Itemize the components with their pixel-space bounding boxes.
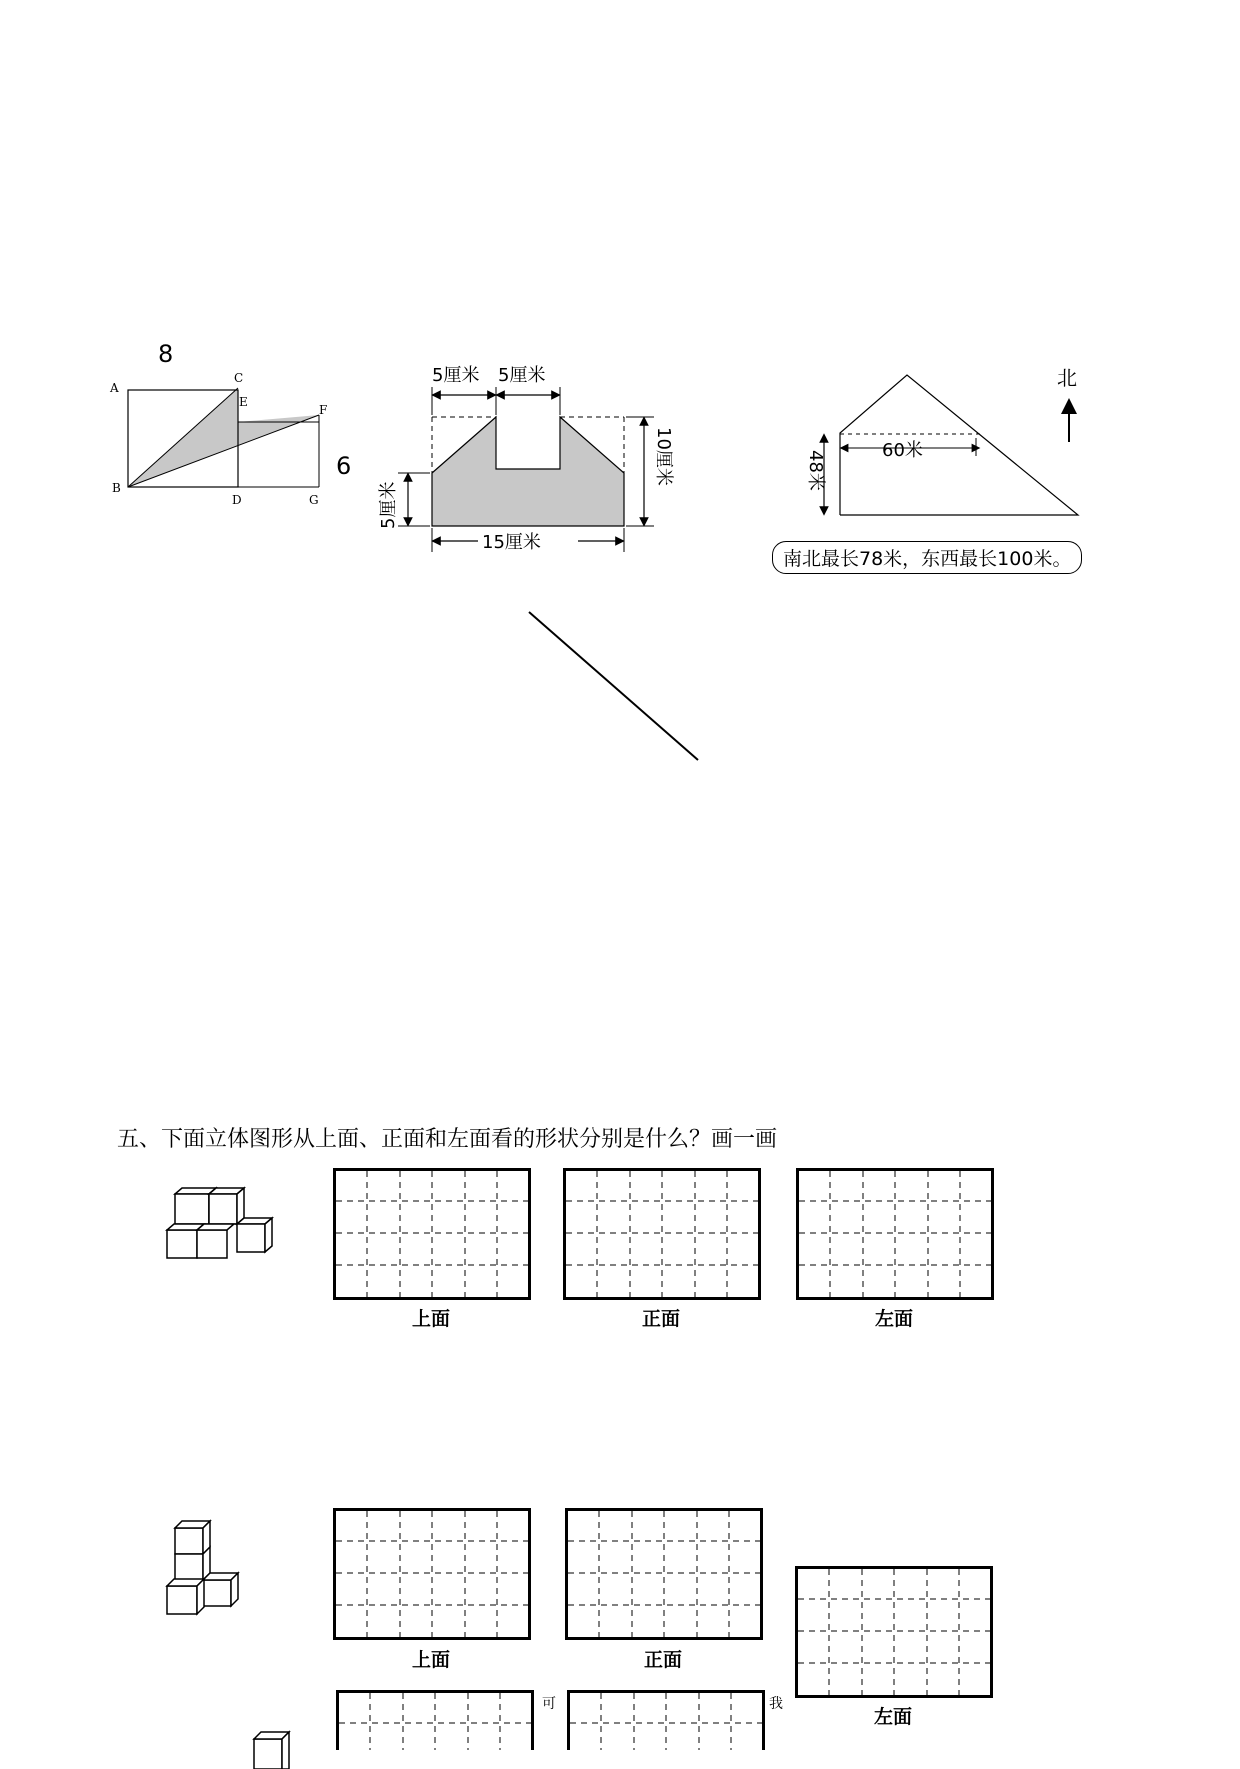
fig1-label-C: C [234, 371, 244, 385]
fig2-diagram [360, 365, 680, 565]
fig3-diagram [790, 360, 1130, 540]
fig3-note: 南北最长78米，东西最长100米。 [772, 541, 1082, 574]
fig2-left-height: 5厘米 [378, 481, 399, 529]
cube-figure-3-partial [250, 1729, 300, 1769]
grid-front-view-2[interactable] [565, 1508, 765, 1642]
fig3-field-outline [840, 375, 1078, 515]
section5-heading: 五、下面立体图形从上面、正面和左面看的形状分别是什么？画一画 [117, 1127, 778, 1152]
grid-partial-2[interactable] [567, 1690, 767, 1750]
label-front-view-2: 正面 [643, 1649, 682, 1671]
fig1-label-D: D [232, 493, 242, 507]
label-top-view-1: 上面 [411, 1308, 450, 1330]
fig2-top-left-length: 5厘米 [432, 365, 480, 386]
fig1-label-A: A [110, 381, 119, 395]
fig3-inner-width: 60米 [882, 440, 923, 461]
label-left-view-2: 左面 [873, 1706, 912, 1728]
fig2-shaded-shape [432, 417, 624, 526]
fig1-label-G: G [309, 493, 319, 507]
label-left-view-1: 左面 [874, 1308, 913, 1330]
grid-front-view-1[interactable] [563, 1168, 763, 1302]
fig3-height: 48米 [805, 450, 826, 491]
stray-mark-1: 可 [542, 1696, 556, 1712]
stray-mark-2: 我 [769, 1696, 783, 1712]
cube-figure-1 [165, 1188, 275, 1278]
grid-top-view-1[interactable] [333, 1168, 533, 1302]
fig1-number-6: 6 [336, 452, 352, 480]
fig2-top-right-length: 5厘米 [498, 365, 546, 386]
fig2-bottom-length: 15厘米 [482, 532, 541, 553]
fig2-right-height: 10厘米 [653, 427, 674, 486]
diagonal-line [525, 608, 725, 768]
grid-left-view-1[interactable] [796, 1168, 996, 1302]
fig1-shaded-region [128, 388, 319, 487]
cube-figure-2 [165, 1518, 255, 1628]
fig1-label-B: B [112, 481, 121, 495]
grid-left-view-2[interactable] [795, 1566, 995, 1700]
fig1-label-E: E [239, 395, 248, 409]
fig1-label-F: F [319, 403, 328, 417]
fig1-number-8: 8 [158, 340, 174, 368]
label-front-view-1: 正面 [641, 1308, 680, 1330]
grid-partial-1[interactable] [336, 1690, 536, 1750]
label-top-view-2: 上面 [411, 1649, 450, 1671]
fig3-north-label: 北 [1057, 366, 1077, 390]
grid-top-view-2[interactable] [333, 1508, 533, 1642]
